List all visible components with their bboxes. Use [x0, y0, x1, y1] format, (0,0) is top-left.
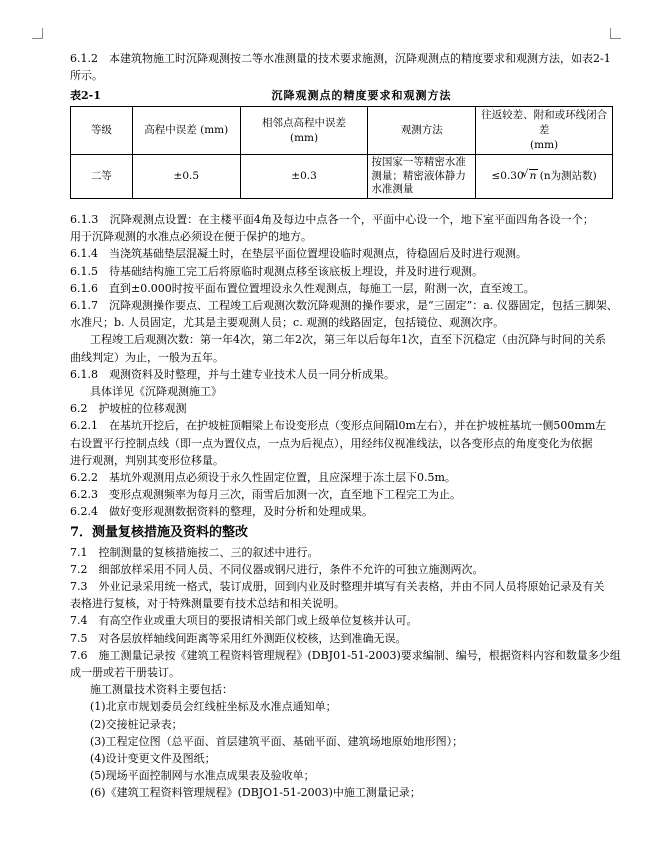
section-7-line: (3)工程定位图（总平面、首层建筑平面、基础平面、建筑场地原始地形图）； [90, 734, 464, 748]
header-grade: 等级 [71, 107, 133, 155]
header-adjacent-error-text: 相邻点高程中误差 (mm) [262, 116, 347, 144]
precision-table [70, 106, 613, 199]
section-6-line: 用于沉降观测的水准点必须设在便于保护的地方。 [70, 230, 312, 244]
paragraphs-section-6 [70, 211, 618, 521]
section-7-line: 7.5 对各层放样轴线间距离等采用红外测距仪校核，达到准确无误。 [70, 631, 407, 645]
section-7-line: (4)设计变更文件及图纸； [90, 752, 216, 765]
section-7-line: (5)现场平面控制网与水准点成果表及验收单； [90, 769, 315, 783]
section-6-line: 6.1.8 观测资料及时整理，并与土建专业技术人员一同分析成果。 [70, 367, 395, 381]
section-7-line: 施工测量技术资料主要包括： [90, 683, 233, 697]
section-6-line: 6.2.1 在基坑开挖后，在护坡桩顶帽梁上布设变形点（变形点间隔l0m左右），并在护坡桩基坑一侧500mm左 [70, 419, 607, 433]
section-6-line: 6.2.2 基坑外观测用点必须设于永久性固定位置，且应深埋于冻土层下0.5m。 [70, 470, 456, 484]
section-7-line: 成一册或若干册装订。 [70, 665, 180, 679]
table-header-row [71, 107, 613, 155]
section-6-line: 6.1.3 沉降观测点设置：在主楼平面4角及每边中点各一个，平面中心设一个，地下室平面四角各设一个； [70, 212, 594, 226]
section-6-line: 6.1.6 直到±0.000时按平面布置位置埋设永久性观测点，每施工一层，附测一次，直至竣工。 [70, 281, 535, 295]
crop-mark-top-left [32, 28, 43, 39]
section-6-line: 6.1.4 当浇筑基础垫层混凝土时，在垫层平面位置埋设临时观测点，待稳固后及时进行观测。 [70, 247, 527, 261]
section-6-line: 水准尺；b. 人员固定，尤其是主要观测人员；c. 观测的线路固定，包括镜位、观测次序。 [70, 316, 505, 330]
intro-line-2: 所示。 [70, 69, 103, 83]
section-6-line: 6.1.7 沉降观测操作要点、工程竣工后观测次数沉降观测的操作要求，是“三固定”：a. 仪器固定，包括三脚架、 [70, 298, 618, 312]
header-adjacent-error [240, 107, 368, 155]
cell-method [368, 155, 476, 199]
section-6-line: 6.2.4 做好变形观测数据资料的整理，及时分析和处理成果。 [70, 505, 373, 519]
crop-mark-top-right [610, 28, 621, 39]
section-7-line: 7.3 外业记录采用统一格式，装订成册，回到内业及时整理并填写有关表格，并由不同人员将原始记录及有关 [70, 579, 605, 593]
intro-line-1: 6.1.2 本建筑物施工时沉降观测按二等水准测量的技术要求施测，沉降观测点的精度要求和观测方法，如表2-1 [70, 52, 611, 65]
sqrt-symbol: √ n [524, 169, 537, 184]
section-7-line: 7.4 有高空作业或重大项目的要报请相关部门或上级单位复核并认可。 [70, 614, 418, 628]
closure-prefix: ≤0.30 [491, 170, 524, 183]
section-7-line: (2)交接桩记录表； [90, 717, 183, 731]
cell-grade: 二等 [71, 155, 133, 199]
section-6-line: 具体详见《沉降观测施工》 [90, 384, 222, 398]
header-method: 观测方法 [368, 107, 476, 155]
section-6-line: 6.2.3 变形点观测频率为每月三次，雨雪后加测一次，直至地下工程完工为止。 [70, 488, 461, 502]
paragraphs-section-7 [70, 544, 621, 802]
section-6-line: 6.1.5 待基础结构施工完工后将原临时观测点移至该底板上埋设，并及时进行观测。 [70, 264, 483, 278]
header-closure [476, 107, 613, 155]
section-7-line: 7.6 施工测量记录按《建筑工程资料管理规程》(DBJ01-51-2003)要求编制、编号，根据资料内容和数量多少组 [70, 648, 621, 662]
section-7-line: 7.1 控制测量的复核措施按二、三的叙述中进行。 [70, 545, 319, 559]
section-7-heading: 7．测量复核措施及资料的整改 [70, 524, 249, 540]
cell-closure [476, 155, 613, 199]
cell-elev-error: ±0.5 [132, 155, 240, 199]
table-title: 沉降观测点的精度要求和观测方法 [271, 89, 452, 103]
closure-suffix: (n为测站数) [539, 170, 597, 183]
document-page [70, 50, 621, 802]
cell-method-text: 按国家一等精密水准 测量；精密液体静力 水准测量 [371, 156, 466, 196]
table-row [71, 155, 613, 199]
table-number: 表2-1 [70, 89, 101, 103]
section-6-line: 6.2 护坡桩的位移观测 [70, 402, 187, 416]
section-7-line: (1)北京市规划委员会红线桩坐标及水准点通知单； [90, 700, 337, 714]
header-closure-text: 往返较差、附和或环线闭合差 (mm) [481, 109, 608, 152]
section-6-line: 曲线判定）为止，一般为五年。 [70, 350, 224, 364]
section-6-line: 右设置平行控制点线（即一点为置仪点，一点为后视点），用经纬仪视准线法，以各变形点的角度变化为依据 [70, 436, 593, 450]
header-elev-error: 高程中误差 (mm) [132, 107, 240, 155]
table-caption [70, 87, 613, 104]
section-7-line: (6)《建筑工程资料管理规程》(DBJO1-51-2003)中施工测量记录； [90, 786, 421, 800]
section-6-line: 工程竣工后观测次数：第一年4次，第二年2次，第三年以后每年1次，直至下沉稳定（由沉降与时间的关系 [90, 333, 606, 347]
section-6-line: 进行观测，判别其变形位移量。 [70, 453, 224, 467]
section-7-line: 表格进行复核，对于特殊测量要有技术总结和相关说明。 [70, 597, 345, 611]
section-7-line: 7.2 细部放样采用不同人员、不同仪器或钢尺进行，条件不允许的可独立施测两次。 [70, 562, 484, 576]
cell-adjacent-error: ±0.3 [240, 155, 368, 199]
